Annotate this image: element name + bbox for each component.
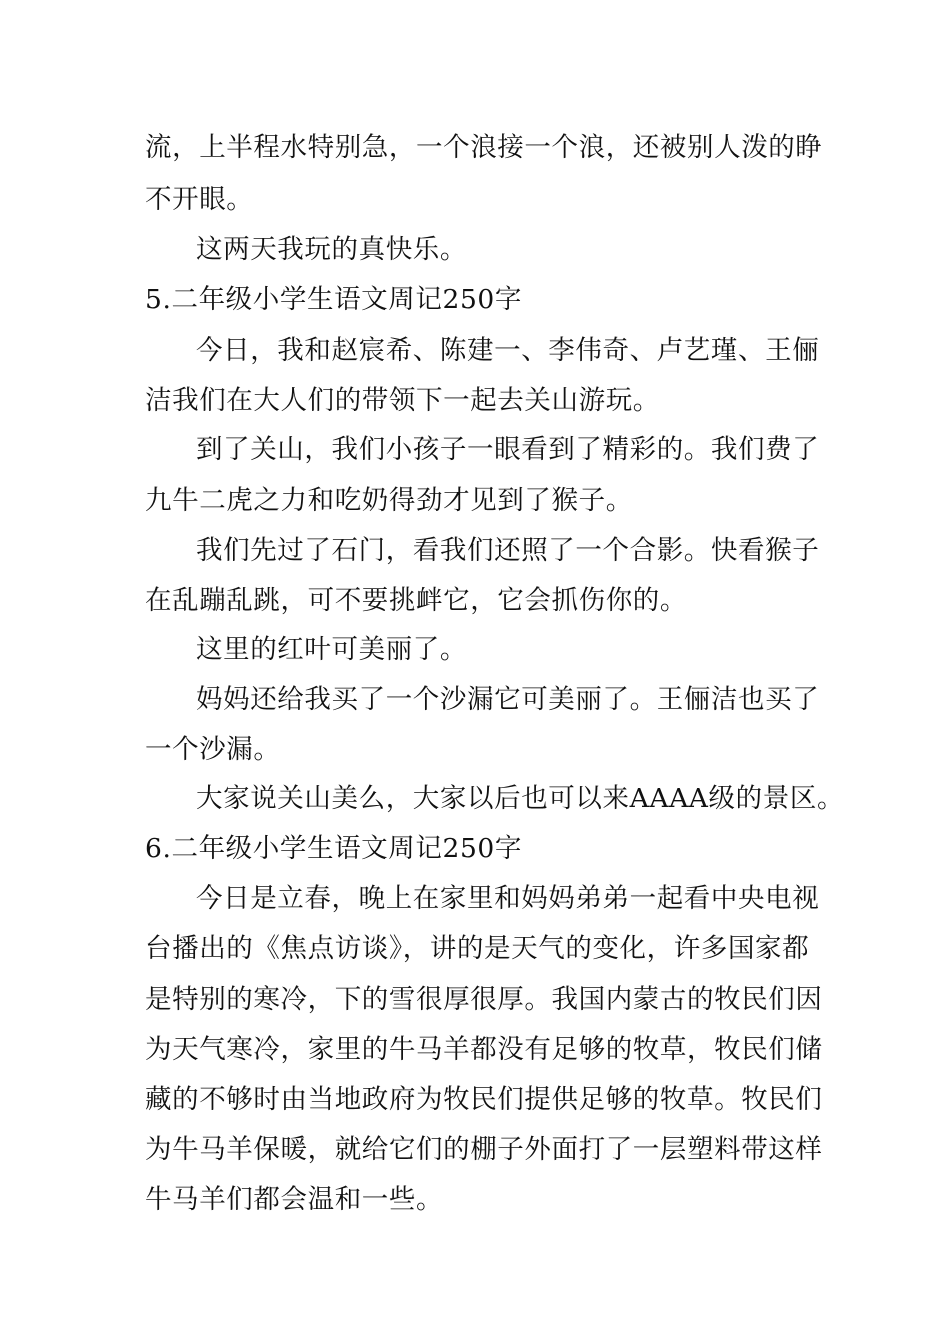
body-text-line: 为天气寒冷，家里的牛马羊都没有足够的牧草，牧民们储 [145,1034,823,1065]
body-text-line: 牛马羊们都会温和一些。 [145,1184,444,1215]
body-text-line: 为牛马羊保暖，就给它们的棚子外面打了一层塑料带这样 [145,1134,823,1165]
body-text-line: 是特别的寒冷，下的雪很厚很厚。我国内蒙古的牧民们因 [145,984,823,1015]
body-text-line: 洁我们在大人们的带领下一起去关山游玩。 [145,385,660,416]
body-text-line: 这里的红叶可美丽了。 [196,634,467,665]
body-text-line: 台播出的《焦点访谈》，讲的是天气的变化，许多国家都 [145,933,810,964]
section-heading: 6.二年级小学生语文周记250字 [145,833,522,864]
body-text-line: 不开眼。 [145,184,254,215]
body-text-line: 在乱蹦乱跳，可不要挑衅它，它会抓伤你的。 [145,585,687,616]
body-text-line: 这两天我玩的真快乐。 [196,234,467,265]
section-heading: 5.二年级小学生语文周记250字 [145,284,522,315]
body-text-line: 今日是立春，晚上在家里和妈妈弟弟一起看中央电视 [196,883,820,914]
body-text-line: 今日，我和赵宸希、陈建一、李伟奇、卢艺瑾、王俪 [196,335,820,366]
body-text-line: 大家说关山美么，大家以后也可以来AAAA级的景区。 [196,783,845,814]
body-text-line: 到了关山，我们小孩子一眼看到了精彩的。我们费了 [196,434,820,465]
body-text-line: 我们先过了石门，看我们还照了一个合影。快看猴子 [196,535,820,566]
body-text-line: 一个沙漏。 [145,734,281,765]
body-text-line: 流，上半程水特别急，一个浪接一个浪，还被别人泼的睁 [145,132,823,163]
body-text-line: 妈妈还给我买了一个沙漏它可美丽了。王俪洁也买了 [196,684,820,715]
body-text-line: 九牛二虎之力和吃奶得劲才见到了猴子。 [145,485,633,516]
body-text-line: 藏的不够时由当地政府为牧民们提供足够的牧草。牧民们 [145,1084,823,1115]
